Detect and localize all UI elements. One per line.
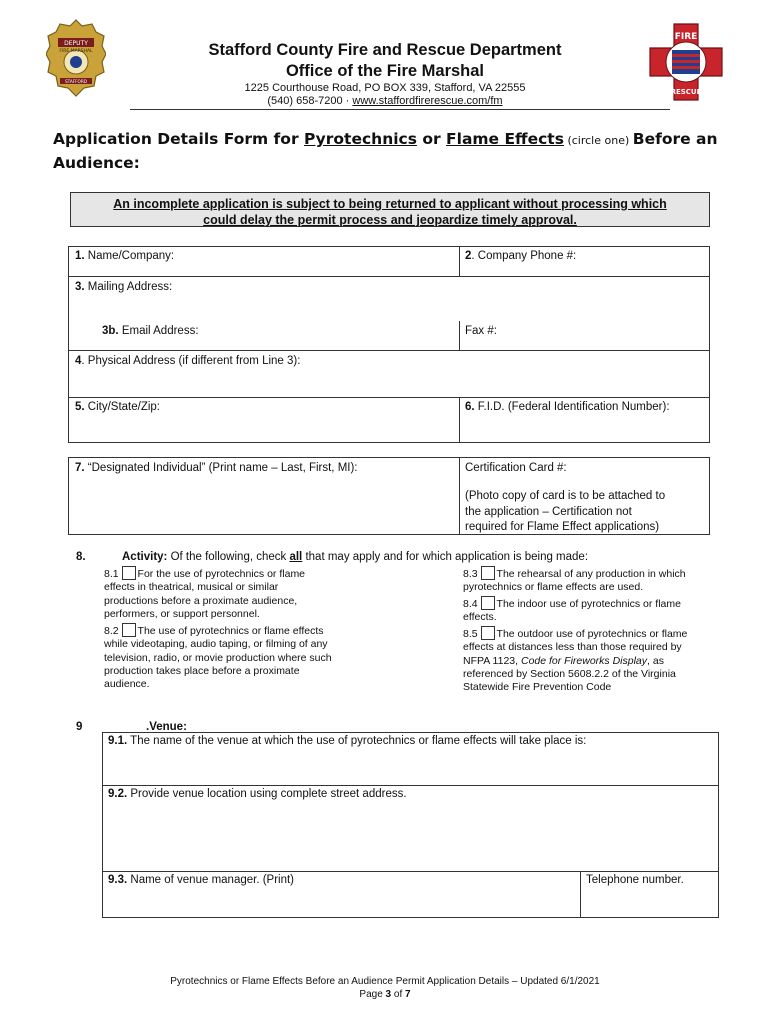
svg-text:DEPUTY: DEPUTY — [64, 40, 88, 47]
certification-note: (Photo copy of card is to be attached to the application – Certification not required for Flame Effect applications) — [465, 490, 666, 533]
divider — [102, 785, 719, 786]
venue-name-field[interactable]: 9.1. The name of the venue at which the use of pyrotechnics or flame effects will take place is: — [108, 735, 587, 747]
venue-manager-field[interactable]: 9.3. Name of venue manager. (Print) — [108, 874, 295, 886]
certification-card-field[interactable]: Certification Card #: — [465, 462, 567, 474]
checkbox-8-3[interactable] — [481, 566, 495, 580]
venue-location-field[interactable]: 9.2. Provide venue location using complete street address. — [108, 788, 407, 800]
fid-field[interactable]: 6. F.I.D. (Federal Identification Number): — [465, 401, 670, 413]
page-footer — [0, 975, 770, 1001]
venue-number: 9 — [76, 721, 83, 733]
checkbox-8-2[interactable] — [122, 623, 136, 637]
office-name: Office of the Fire Marshal — [285, 62, 485, 80]
checkbox-8-1[interactable] — [122, 566, 136, 580]
fax-field[interactable]: Fax #: — [465, 325, 497, 337]
website-link[interactable]: www.staffordfirerescue.com/fm — [352, 95, 503, 107]
divider — [459, 457, 460, 535]
svg-text:STAFFORD: STAFFORD — [64, 79, 88, 84]
venue-telephone-field[interactable]: Telephone number. — [586, 874, 684, 886]
department-name: Stafford County Fire and Rescue Department — [208, 41, 562, 59]
incomplete-application-notice: An incomplete application is subject to being returned to applicant without processing which could delay the permit process and jeopardize timely approval. — [70, 192, 710, 227]
fire-rescue-seal-logo — [648, 22, 724, 102]
phone-number: (540) 658-7200 — [267, 95, 343, 107]
option-8-5: 8.5 The outdoor use of pyrotechnics or flame effects at distances less than those required by NFPA 1123, Code for Fireworks Display, as referenced by Section 5608.2.2 of the Virginia Statewide Fire Prevention Code — [463, 628, 688, 694]
activity-number: 8. — [76, 551, 86, 563]
mailing-address-field[interactable]: 3. Mailing Address: — [75, 281, 173, 293]
separator: · — [342, 95, 353, 107]
divider — [68, 350, 710, 351]
divider — [102, 871, 719, 872]
option-8-1: 8.1 For the use of pyrotechnics or flame effects in theatrical, musical or similar productions before a proximate audience, performers, or support personnel. — [104, 568, 306, 620]
street-address: 1225 Courthouse Road, PO BOX 339, Stafford, VA 22555 — [244, 82, 526, 94]
svg-text:RESCUE: RESCUE — [670, 88, 702, 96]
checkbox-8-4[interactable] — [481, 596, 495, 610]
option-8-3: 8.3 The rehearsal of any production in which pyrotechnics or flame effects are used. — [463, 568, 686, 594]
name-company-field[interactable]: 1. Name/Company: — [75, 250, 175, 262]
divider — [580, 871, 581, 918]
option-8-4: 8.4 The indoor use of pyrotechnics or flame effects. — [463, 598, 681, 624]
venue-heading: .Venue: — [146, 721, 187, 733]
flame-effects-option[interactable]: Flame Effects — [446, 130, 564, 148]
page-number: Page 3 of 7 — [359, 989, 411, 1000]
footer-title: Pyrotechnics or Flame Effects Before an Audience Permit Application Details – Updated 6/1/2021 — [170, 976, 600, 987]
option-8-2: 8.2 The use of pyrotechnics or flame effects while videotaping, audio taping, or filming of any television, radio, or movie production where such production takes place before a proximate audience. — [104, 625, 332, 691]
pyrotechnics-option[interactable]: Pyrotechnics — [304, 130, 417, 148]
divider — [68, 276, 710, 277]
company-phone-field[interactable]: 2. Company Phone #: — [465, 250, 577, 262]
physical-address-field[interactable]: 4. Physical Address (if different from Line 3): — [75, 355, 301, 367]
svg-text:FIRE: FIRE — [674, 32, 698, 42]
email-address-field[interactable]: 3b. Email Address: — [102, 325, 199, 337]
header-divider — [130, 109, 670, 110]
city-state-zip-field[interactable]: 5. City/State/Zip: — [75, 401, 161, 413]
svg-text:FIRE MARSHAL: FIRE MARSHAL — [59, 49, 93, 54]
divider — [459, 397, 460, 443]
form-title: Application Details Form for Pyrotechnics or Flame Effects (circle one) Before an Audience: — [53, 130, 718, 172]
activity-heading: Activity: Of the following, check all that may apply and for which application is being made: — [122, 551, 589, 563]
divider — [68, 397, 710, 398]
checkbox-8-5[interactable] — [481, 626, 495, 640]
divider — [459, 321, 460, 351]
divider — [459, 246, 460, 277]
designated-individual-field[interactable]: 7. “Designated Individual” (Print name – Last, First, MI): — [75, 462, 358, 474]
